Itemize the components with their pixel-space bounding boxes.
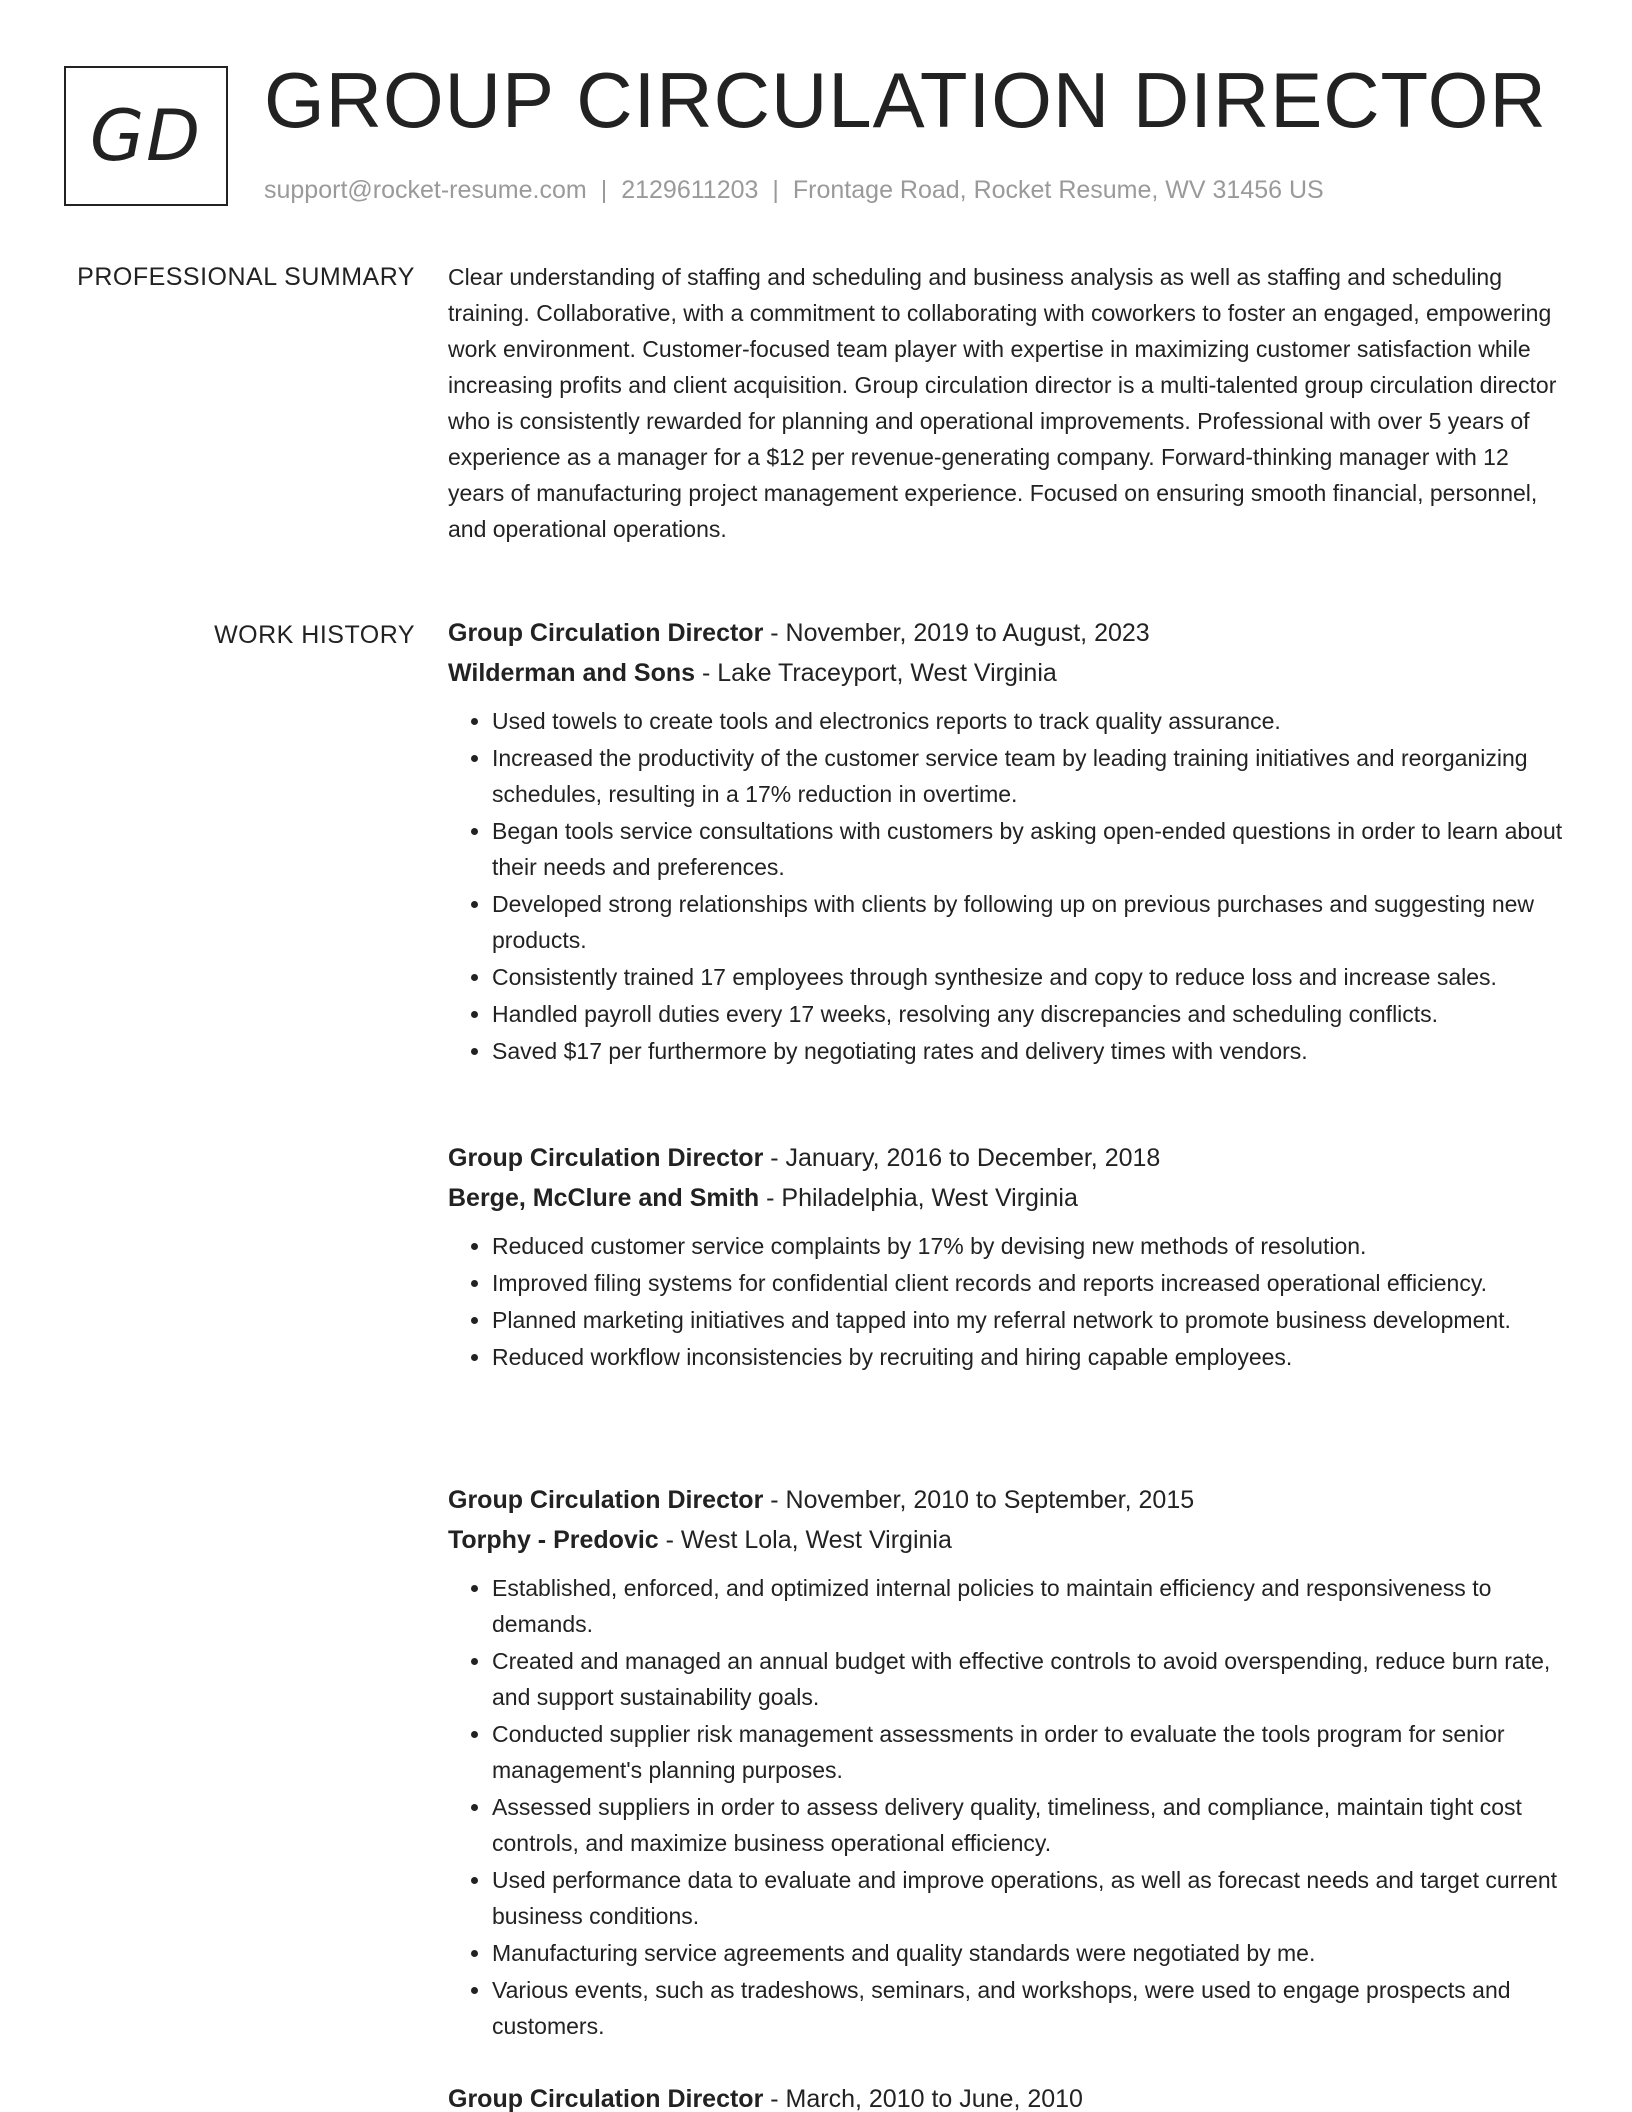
job-bullet: • Assessed suppliers in order to assess delivery quality, timeliness, and compliance, maintain tight cost controls, and maximize business operational efficiency. xyxy=(492,1789,1563,1861)
work-history-heading: WORK HISTORY xyxy=(214,621,415,649)
job-bullet: • Developed strong relationships with clients by following up on previous purchases and suggesting new products. xyxy=(492,886,1563,958)
job-title-line xyxy=(448,1138,1563,1178)
job-bullet: • Reduced workflow inconsistencies by recruiting and hiring capable employees. xyxy=(492,1339,1563,1375)
contact-email[interactable]: support@rocket-resume.com xyxy=(264,176,587,204)
job-entry xyxy=(448,2079,1563,2112)
job-bullet: • Began tools service consultations with customers by asking open-ended questions in order to learn about their needs and preferences. xyxy=(492,813,1563,885)
job-dates: March, 2010 to June, 2010 xyxy=(785,2085,1083,2112)
job-dates: November, 2010 to September, 2015 xyxy=(785,1486,1195,1514)
job-bullet: • Conducted supplier risk management assessments in order to evaluate the tools program for senior management's planning purposes. xyxy=(492,1716,1563,1788)
job-bullet: • Used performance data to evaluate and improve operations, as well as forecast needs and target current business conditions. xyxy=(492,1862,1563,1934)
job-title-line xyxy=(448,2079,1563,2112)
job-entry xyxy=(448,1138,1563,1376)
job-dash: - xyxy=(759,1184,782,1212)
job-company: Torphy - Predovic xyxy=(448,1526,659,1554)
job-title: Group Circulation Director xyxy=(448,619,764,647)
job-dates: January, 2016 to December, 2018 xyxy=(785,1144,1161,1172)
job-bullet: • Manufacturing service agreements and quality standards were negotiated by me. xyxy=(492,1935,1563,1971)
job-bullet: • Reduced customer service complaints by 17% by devising new methods of resolution. xyxy=(492,1228,1563,1264)
job-entry xyxy=(448,1480,1563,2045)
job-bullet-list xyxy=(448,703,1563,1069)
job-dash: - xyxy=(763,1144,786,1172)
job-title: Group Circulation Director xyxy=(448,2085,764,2112)
job-company-line xyxy=(448,1520,1563,1560)
job-dates: November, 2019 to August, 2023 xyxy=(785,619,1150,647)
job-company: Berge, McClure and Smith xyxy=(448,1184,760,1212)
page-title: GROUP CIRCULATION DIRECTOR xyxy=(264,56,1547,144)
job-dash: - xyxy=(763,2085,786,2112)
summary-body xyxy=(448,259,1563,547)
contact-separator: | xyxy=(600,176,608,204)
job-dash: - xyxy=(763,619,786,647)
job-bullet: • Established, enforced, and optimized internal policies to maintain efficiency and responsiveness to demands. xyxy=(492,1570,1563,1642)
job-bullet-list xyxy=(448,1228,1563,1375)
job-title: Group Circulation Director xyxy=(448,1144,764,1172)
job-location: Lake Traceyport, West Virginia xyxy=(717,659,1057,687)
job-bullet: • Increased the productivity of the customer service team by leading training initiatives and reorganizing schedules, resulting in a 17% reduction in overtime. xyxy=(492,740,1563,812)
contact-line xyxy=(264,176,1324,205)
job-company-line xyxy=(448,653,1563,693)
job-bullet: • Used towels to create tools and electronics reports to track quality assurance. xyxy=(492,703,1563,739)
contact-address: Frontage Road, Rocket Resume, WV 31456 US xyxy=(792,176,1324,204)
job-bullet: • Handled payroll duties every 17 weeks, resolving any discrepancies and scheduling conflicts. xyxy=(492,996,1563,1032)
job-title-line xyxy=(448,613,1563,653)
job-bullet: • Consistently trained 17 employees through synthesize and copy to reduce loss and increase sales. xyxy=(492,959,1563,995)
summary-text: Clear understanding of staffing and scheduling and business analysis as well as staffing and scheduling training. Collaborative, with a commitment to collaborating with coworkers to foster an engaged, empowering work environment. Customer-focused team player with expertise in maximizing customer satisfaction while increasing profits and client acquisition. Group circulation director is a multi-talented group circulation director who is consistently rewarded for planning and operational improvements. Professional with over 5 years of experience as a manager for a $12 per revenue-generating company. Forward-thinking manager with 12 years of manufacturing project management experience. Focused on ensuring smooth financial, personnel, and operational operations. xyxy=(448,264,1557,542)
job-entry xyxy=(448,613,1563,1070)
job-bullet: • Various events, such as tradeshows, seminars, and workshops, were used to engage prospects and customers. xyxy=(492,1972,1563,2044)
job-bullet: • Created and managed an annual budget with effective controls to avoid overspending, reduce burn rate, and support sustainability goals. xyxy=(492,1643,1563,1715)
summary-heading: PROFESSIONAL SUMMARY xyxy=(77,263,415,291)
job-bullet: • Planned marketing initiatives and tapped into my referral network to promote business development. xyxy=(492,1302,1563,1338)
contact-separator: | xyxy=(772,176,779,204)
job-title: Group Circulation Director xyxy=(448,1486,764,1514)
job-dash: - xyxy=(695,659,718,687)
job-location: Philadelphia, West Virginia xyxy=(781,1184,1078,1212)
job-bullet: • Improved filing systems for confidential client records and reports increased operational efficiency. xyxy=(492,1265,1563,1301)
job-dash: - xyxy=(658,1526,681,1554)
job-dash: - xyxy=(763,1486,786,1514)
job-company-line xyxy=(448,1178,1563,1218)
contact-phone[interactable]: 2129611203 xyxy=(621,176,759,204)
job-location: West Lola, West Virginia xyxy=(680,1526,952,1554)
job-bullet-list xyxy=(448,1570,1563,2044)
job-bullet: • Saved $17 per furthermore by negotiating rates and delivery times with vendors. xyxy=(492,1033,1563,1069)
monogram-badge: GD xyxy=(64,66,228,206)
job-title-line xyxy=(448,1480,1563,1520)
job-company: Wilderman and Sons xyxy=(448,659,696,687)
